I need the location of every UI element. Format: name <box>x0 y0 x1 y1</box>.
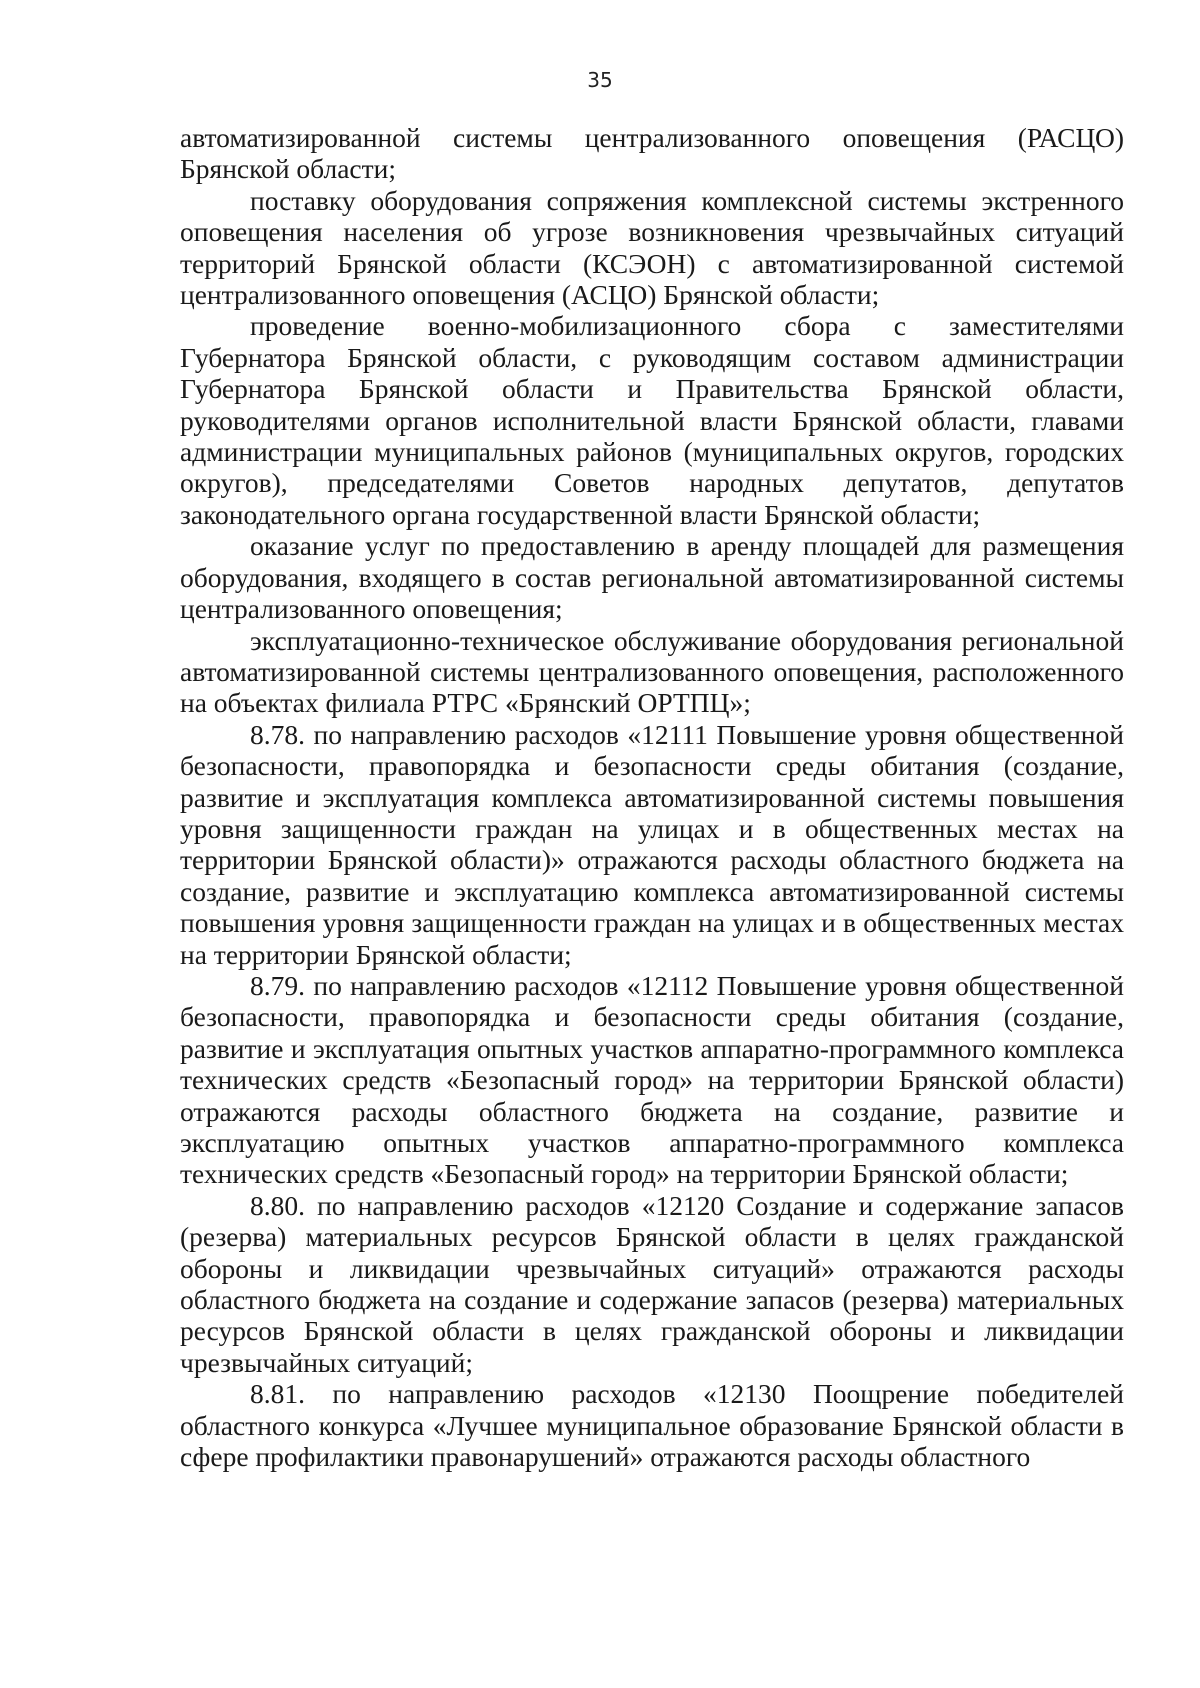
paragraph-rental-services: оказание услуг по предоставлению в аренду площадей для размещения оборудования, входящего в состав региональной автоматизированной системы централизованного оповещения; <box>180 530 1124 625</box>
paragraph-item-8-81: 8.81. по направлению расходов «12130 Поощрение победителей областного конкурса «Лучшее муниципальное образование Брянской области в сфере профилактики правонарушений» отражаются расходы областного <box>180 1378 1124 1473</box>
paragraph-item-8-78: 8.78. по направлению расходов «12111 Повышение уровня общественной безопасности, правопорядка и безопасности среды обитания (создание, развитие и эксплуатация комплекса автоматизированной системы повышения уровня защищенности граждан на улицах и в общественных местах на территории Брянской области)» отражаются расходы областного бюджета на создание, развитие и эксплуатацию комплекса автоматизированной системы повышения уровня защищенности граждан на улицах и в общественных местах на территории Брянской области; <box>180 718 1124 970</box>
paragraph-ksaeon-equipment: поставку оборудования сопряжения комплексной системы экстренного оповещения населения об угрозе возникновения чрезвычайных ситуаций территорий Брянской области (КСЭОН) с автоматизированной системой централизованного оповещения (АСЦО) Брянской области; <box>180 184 1124 311</box>
paragraph-maintenance: эксплуатационно-техническое обслуживание оборудования региональной автоматизированной системы централизованного оповещения, расположенного на объектах филиала РТРС «Брянский ОРТПЦ»; <box>180 624 1124 719</box>
paragraph-military-mobilization: проведение военно-мобилизационного сбора с заместителями Губернатора Брянской области, с руководящим составом администрации Губернатора Брянской области и Правительства Брянской области, руководителями органов исполнительной власти Брянской области, главами администрации муниципальных районов (муниципальных округов, городских округов), председателями Советов народных депутатов, депутатов законодательного органа государственной власти Брянской области; <box>180 310 1124 530</box>
paragraph-item-8-79: 8.79. по направлению расходов «12112 Повышение уровня общественной безопасности, правопорядка и безопасности среды обитания (создание, развитие и эксплуатация опытных участков аппаратно-программного комплекса технических средств «Безопасный город» на территории Брянской области) отражаются расходы областного бюджета на создание, развитие и эксплуатацию опытных участков аппаратно-программного комплекса технических средств «Безопасный город» на территории Брянской области; <box>180 969 1124 1190</box>
paragraph-item-8-80: 8.80. по направлению расходов «12120 Создание и содержание запасов (резерва) материальных ресурсов Брянской области в целях гражданской обороны и ликвидации чрезвычайных ситуаций» отражаются расходы областного бюджета на создание и содержание запасов (резерва) материальных ресурсов Брянской области в целях гражданской обороны и ликвидации чрезвычайных ситуаций; <box>180 1189 1124 1378</box>
paragraph-continuation: автоматизированной системы централизованного оповещения (РАСЦО) Брянской области; <box>180 122 1124 185</box>
document-body <box>180 122 1124 1472</box>
page-number: 35 <box>587 68 613 92</box>
